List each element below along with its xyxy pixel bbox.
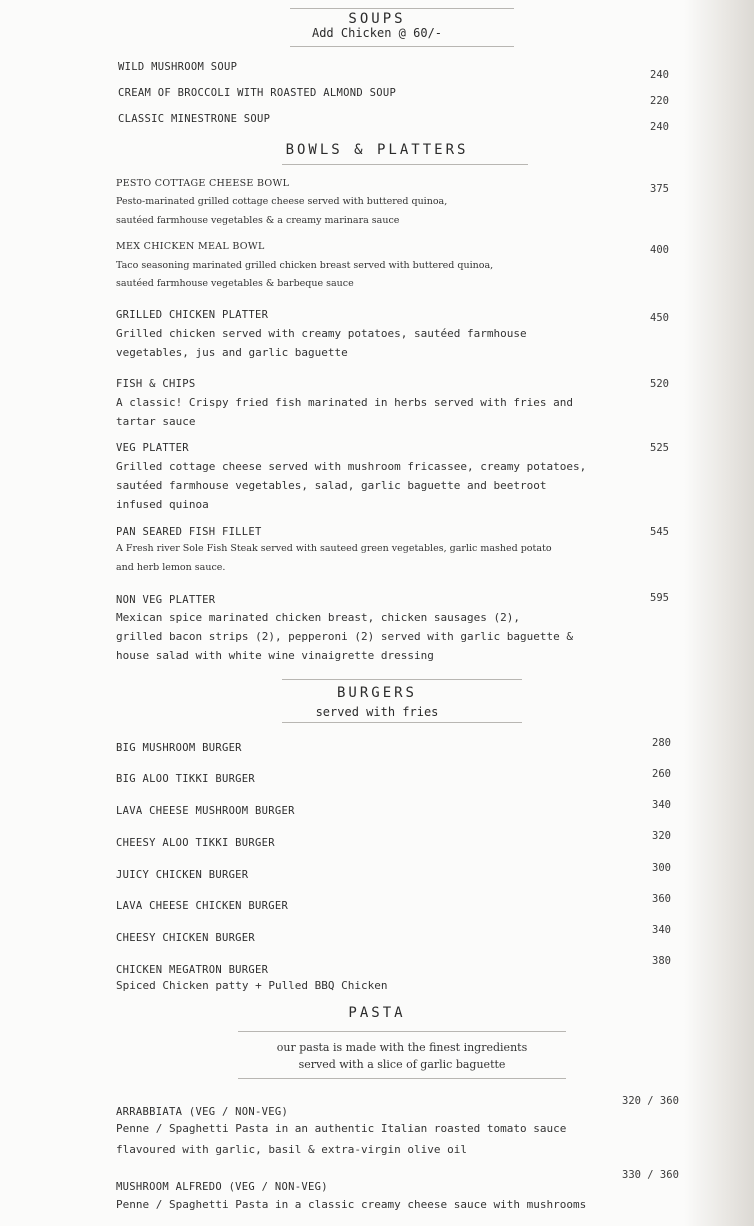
menu-item-name: CHICKEN MEGATRON BURGER: [116, 964, 269, 976]
menu-item-name: PAN SEARED FISH FILLET: [116, 526, 262, 538]
menu-item-desc-line: Penne / Spaghetti Pasta in an authentic Italian roasted tomato sauce: [116, 1122, 567, 1135]
menu-item-desc-line: sautéed farmhouse vegetables & barbeque sauce: [116, 278, 354, 289]
burgers-top-rule: [282, 679, 522, 680]
menu-item-desc-line: A classic! Crispy fried fish marinated in herbs served with fries and: [116, 396, 573, 409]
menu-item-price: 240: [650, 121, 669, 133]
page-edge-shadow: [684, 0, 754, 1226]
menu-item-desc-line: grilled bacon strips (2), pepperoni (2) served with garlic baguette &: [116, 630, 573, 643]
menu-item-name: CHEESY ALOO TIKKI BURGER: [116, 837, 275, 849]
menu-item-desc-line: infused quinoa: [116, 498, 209, 511]
menu-item-name: NON VEG PLATTER: [116, 594, 216, 606]
menu-item-price: 240: [650, 69, 669, 81]
menu-item-desc-line: sautéed farmhouse vegetables, salad, garlic baguette and beetroot: [116, 479, 547, 492]
menu-item-price: 340: [652, 924, 671, 936]
soups-top-rule: [290, 8, 514, 9]
menu-item-desc-line: flavoured with garlic, basil & extra-virgin olive oil: [116, 1143, 467, 1156]
menu-item-desc-line: Grilled chicken served with creamy potatoes, sautéed farmhouse: [116, 327, 527, 340]
menu-item-price: 320 / 360: [622, 1095, 679, 1107]
menu-item-name: BIG ALOO TIKKI BURGER: [116, 773, 256, 785]
menu-item-price: 595: [650, 592, 669, 604]
menu-item-price: 360: [652, 893, 671, 905]
menu-item-desc-line: Spiced Chicken patty + Pulled BBQ Chicken: [116, 979, 388, 992]
menu-item-name: PESTO COTTAGE CHEESE BOWL: [116, 178, 290, 189]
pasta-top-rule: [238, 1031, 566, 1032]
menu-item-desc-line: house salad with white wine vinaigrette dressing: [116, 649, 434, 662]
menu-item-price: 520: [650, 378, 669, 390]
bowls-bottom-rule: [282, 164, 528, 165]
menu-item-name: CREAM OF BROCCOLI WITH ROASTED ALMOND SOUP: [118, 87, 397, 99]
menu-item-price: 280: [652, 737, 671, 749]
menu-item-price: 450: [650, 312, 669, 324]
bowls-title: BOWLS & PLATTERS: [285, 142, 469, 158]
menu-item-desc-line: Grilled cottage cheese served with mushroom fricassee, creamy potatoes,: [116, 460, 587, 473]
burgers-title: BURGERS: [336, 685, 417, 701]
menu-item-desc-line: A Fresh river Sole Fish Steak served with sauteed green vegetables, garlic mashed potato: [116, 543, 552, 554]
menu-item-name: MEX CHICKEN MEAL BOWL: [116, 241, 265, 252]
menu-item-price: 380: [652, 955, 671, 967]
pasta-note-line: served with a slice of garlic baguette: [298, 1058, 506, 1071]
menu-item-price: 525: [650, 442, 669, 454]
menu-item-name: FISH & CHIPS: [116, 378, 196, 390]
menu-item-price: 260: [652, 768, 671, 780]
menu-item-name: LAVA CHEESE CHICKEN BURGER: [116, 900, 289, 912]
menu-item-name: LAVA CHEESE MUSHROOM BURGER: [116, 805, 295, 817]
menu-item-name: VEG PLATTER: [116, 442, 189, 454]
menu-item-desc-line: sautéed farmhouse vegetables & a creamy marinara sauce: [116, 215, 400, 226]
menu-item-price: 330 / 360: [622, 1169, 679, 1181]
menu-item-name: CHEESY CHICKEN BURGER: [116, 932, 256, 944]
menu-item-name: MUSHROOM ALFREDO (VEG / NON-VEG): [116, 1181, 328, 1193]
pasta-note-line: our pasta is made with the finest ingredients: [276, 1041, 528, 1054]
pasta-title: PASTA: [348, 1005, 406, 1021]
burgers-subtitle: served with fries: [315, 705, 439, 719]
menu-item-price: 300: [652, 862, 671, 874]
menu-item-price: 340: [652, 799, 671, 811]
soups-bottom-rule: [290, 46, 514, 47]
soups-title: SOUPS: [348, 11, 406, 27]
menu-item-desc-line: vegetables, jus and garlic baguette: [116, 346, 348, 359]
menu-item-desc-line: Mexican spice marinated chicken breast, chicken sausages (2),: [116, 611, 520, 624]
menu-item-name: WILD MUSHROOM SOUP: [118, 61, 238, 73]
menu-item-name: ARRABBIATA (VEG / NON-VEG): [116, 1106, 289, 1118]
menu-item-name: CLASSIC MINESTRONE SOUP: [118, 113, 271, 125]
menu-item-desc-line: tartar sauce: [116, 415, 196, 428]
menu-item-name: BIG MUSHROOM BURGER: [116, 742, 242, 754]
pasta-bottom-rule: [238, 1078, 566, 1079]
menu-item-price: 320: [652, 830, 671, 842]
menu-item-name: JUICY CHICKEN BURGER: [116, 869, 249, 881]
menu-item-name: GRILLED CHICKEN PLATTER: [116, 309, 269, 321]
menu-item-desc-line: Taco seasoning marinated grilled chicken breast served with buttered quinoa,: [116, 260, 494, 271]
menu-item-desc-line: Pesto-marinated grilled cottage cheese served with buttered quinoa,: [116, 196, 448, 207]
soups-subtitle: Add Chicken @ 60/-: [311, 26, 443, 40]
menu-item-price: 375: [650, 183, 669, 195]
menu-item-desc-line: Penne / Spaghetti Pasta in a classic creamy cheese sauce with mushrooms: [116, 1198, 587, 1211]
menu-item-desc-line: and herb lemon sauce.: [116, 562, 226, 573]
burgers-bottom-rule: [282, 722, 522, 723]
menu-item-price: 400: [650, 244, 669, 256]
menu-item-price: 220: [650, 95, 669, 107]
menu-item-price: 545: [650, 526, 669, 538]
